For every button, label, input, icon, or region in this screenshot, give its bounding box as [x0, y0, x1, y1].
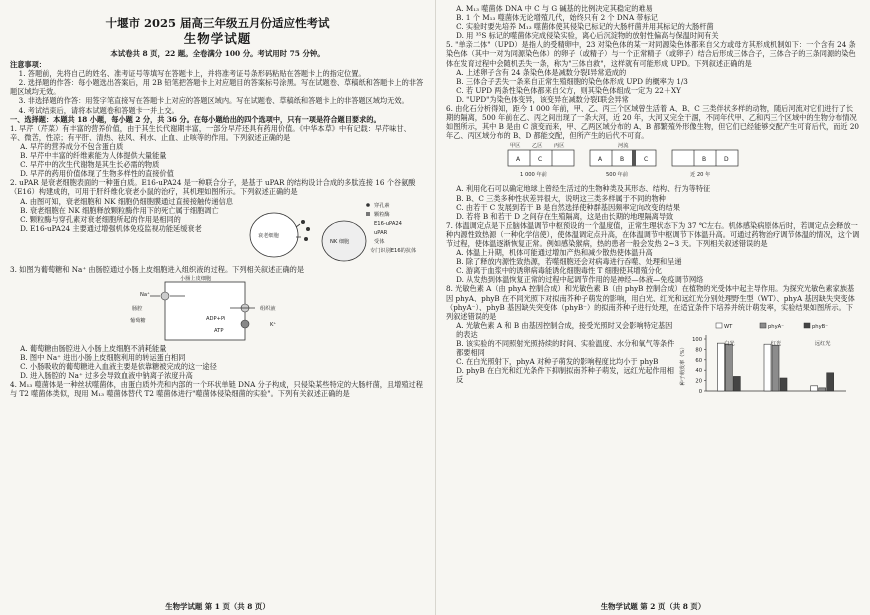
option-b: B. 衰老细胞在 NK 细胞释放颗粒酶作用下的死亡属于细胞凋亡: [20, 205, 219, 215]
exam-title: 十堰市 2025 届高三年级五月份适应性考试: [105, 16, 330, 30]
period-1000: 1 000 年前: [520, 172, 547, 179]
species-box: A: [598, 156, 603, 164]
option-c: C. 早芹中的次生代谢物是其生长必需的物质: [20, 160, 160, 170]
y-axis-label: 种子萌发率（%）: [680, 344, 686, 386]
question-6: [446, 104, 860, 221]
option-a: A. 体温上升期，机体可能通过增加产热和减少散热使体温升高: [456, 248, 653, 258]
option-d: D. 进入肠腔的 Na⁺ 过多会导致血液中钠离子浓度升高: [20, 370, 193, 380]
question-stem: 3. 如图为葡萄糖和 Na⁺ 由肠腔通过小肠上皮细胞进入组织液的过程。下列相关叙述正确的是: [10, 264, 305, 274]
bar: [780, 378, 787, 391]
page-footer: 生物学试题 第 2 页（共 8 页）: [600, 601, 706, 611]
k-label: K⁺: [270, 321, 277, 328]
exam-meta: 本试卷共 8 页，22 题。全卷满分 100 分。考试用时 75 分钟。: [110, 49, 325, 58]
germination-bar-chart: [676, 321, 856, 403]
legend-swatch: [716, 323, 722, 328]
option-d: D. 若将 B 和若干 D 之间存在生殖隔离，这是由长期的地理隔离导致: [456, 211, 674, 221]
option-b: B. 三体合子丢失一条来自正常生殖细胞的染色体形成 UPD 的概率为 1/3: [456, 76, 688, 86]
glucose-label: 葡萄糖: [130, 317, 146, 324]
legend-receptor: 受体: [374, 238, 385, 245]
legend-antibody: 专门识别E16的抗体: [370, 247, 417, 254]
river-label: 河流: [618, 143, 629, 150]
species-box: B: [702, 156, 707, 164]
note-4: 4. 考试结束后，请将本试题卷和答题卡一并上交。: [18, 105, 179, 115]
species-distribution-diagram: [506, 140, 746, 184]
question-stem: 8. 光敏色素 A（由 phyA 控制合成）和光敏色素 B（由 phyB 控制合成）在植物的光受体中起主导作用。为探究光敏色素家族基因 phyA、phyB 在不同光照下对拟南芥种子萌发的影响，用白光、红光和远红光分别处理野生型（WT）、phyA 基因缺失突变体（phyA⁻）、phyB 基因缺失突变体（phyB⁻）的拟南芥种子进行处理，在适宜条件下培养并统计萌发率，实验结果如图所示。下列叙述错误的是: [446, 284, 855, 321]
option-d: D. 用 ³⁵S 标记的噬菌体完成侵染实验，离心后沉淀物的放射性偏高与保温时间有关: [456, 31, 719, 41]
legend-label: phyB⁻: [812, 323, 828, 330]
question-stem: 1. 早芹（芹菜）有丰富的营养价值，由于其生长代谢期丰富，一部分早芹还具有药用价值。《中华本草》中有记载：早芹味甘、辛、微苦，性凉；有平肝、清热、祛风、利水、止血、止咳等的作用。下列叙述正确的是: [10, 123, 411, 142]
bar: [772, 345, 779, 391]
legend-swatch: [760, 323, 766, 328]
species-box: C: [538, 156, 543, 164]
exam-page-2: [435, 0, 870, 615]
atp-label: ATP: [214, 327, 224, 334]
question-1: [10, 124, 425, 179]
category-label: 红光: [770, 340, 782, 347]
question-stem: 2. uPAR 是衰老细胞表面的一种蛋白质。E16-uPA24 是一种联合分子，是基于 uPAR 的结构设计合成的多肽连接 16 个谷氨酸（E16）构建成的，可用于肝纤维化衰老小鼠的治疗，其机理如图所示。下列叙述正确的是: [10, 178, 416, 197]
legend-granzyme: 颗粒酶: [374, 211, 390, 218]
bar: [725, 344, 732, 391]
region-bing: 丙区: [554, 143, 565, 150]
option-c: C. 在白光照射下，phyA 对种子萌发的影响程度比均小于 phyB: [456, 357, 659, 367]
option-d: D. "UPD"为染色体变异，该变异在减数分裂Ⅰ联会异常: [456, 94, 629, 104]
question-8: [446, 284, 860, 402]
bar: [764, 344, 771, 391]
y-tick-label: 80: [695, 347, 702, 354]
species-box: A: [516, 156, 521, 164]
legend-swatch: [804, 323, 810, 328]
legend-label: WT: [724, 323, 733, 330]
question-5: [446, 40, 860, 104]
subject-title: 生物学试题: [183, 31, 252, 46]
option-a: A. M₁₃ 噬菌体 DNA 中 C 与 G 碱基的比例决定其稳定的难易: [456, 4, 653, 13]
epithelial-cell-label: 小肠上皮细胞: [180, 275, 212, 282]
y-tick-label: 40: [695, 368, 702, 375]
adp-label: ADP+Pi: [206, 315, 226, 322]
section-heading: 一、选择题：本题共 18 小题，每小题 2 分，共 36 分。在每小题给出的四个选项中，只有一项是符合题目要求的。: [10, 114, 381, 124]
option-d: D. 从发热到体温恢复正常的过程中起调节作用的是神经—体液—免疫调节网络: [456, 275, 704, 285]
option-c: C. 游离于血浆中的诱卵病毒能诱化细胞毒性 T 细胞使其增殖分化: [456, 266, 663, 276]
question-stem: 5. "单亲二体"（UPD）是指人的受精卵中，23 对染色体的某一对同源染色体都来自父方或母方其形成机制如下：一个含有 24 条染色体（其中一对为同源染色体）的卵子（或精子）与一个正常精子（或卵子）结合后形成三体合子，三体合子的三条同源的染色体在发育过程中会随机丢失一条，称为"三体自救"，这样就有可能形成 UPD。下列叙述正确的是: [446, 40, 856, 68]
option-d: D. E16-uPA24 主要通过增强机体免疫监视功能延缓衰老: [20, 223, 202, 233]
y-tick-label: 20: [695, 378, 702, 385]
question-7: [446, 221, 860, 285]
option-c: C. 颗粒酶与穿孔素对衰老细胞所起的作用是相同的: [20, 214, 181, 224]
option-d: D. 早芹的药用价值体现了生物多样性的直接价值: [20, 169, 174, 179]
intestine-transport-diagram: [110, 274, 310, 344]
note-1: 1. 答题前，先将自己的姓名、准考证号等填写在答题卡上，并将准考证号条形码粘贴在答题卡上的指定位置。: [18, 69, 366, 79]
page-footer: 生物学试题 第 1 页（共 8 页）: [165, 601, 270, 611]
option-d: D. phyB 在白光和红光条件下抑制拟南芥种子萌发，远红光起作用相反: [456, 366, 674, 385]
lumen-label: 肠腔: [132, 305, 143, 312]
option-a: A. 光敏色素 A 和 B 由基因控制合成，接受光照时又会影响特定基因的表达: [456, 320, 673, 339]
species-box: C: [644, 156, 649, 164]
note-2: 2. 选择题的作答：每小题选出答案后，用 2B 铅笔把答题卡上对应题目的答案标号涂黑。写在试题卷、草稿纸和答题卡上的非答题区域均无效。: [10, 78, 424, 97]
legend-label: phyA⁻: [768, 323, 784, 330]
bar: [717, 343, 724, 391]
option-b: B. 早芹中丰富的纤维素能为人体提供大量能量: [20, 151, 167, 161]
y-tick-label: 100: [692, 336, 702, 343]
y-tick-label: 60: [695, 357, 702, 364]
question-stem: 7. 体温调定点是下丘脑体温调节中枢预设的一个温度值，正常生理状态下为 37 ℃左右。机体感染病原体后时，若调定点会释放一种内源性致热源（一种化学信使），使体温调定点升高，在体温调节中枢调节下体温升高。可通过药物治疗调节体温的情况，这个调节过程，使体温逐渐恢复正常。例如感染猴病，热的患者一般会发热 2~3 天。下列相关叙述错误的是: [446, 220, 860, 248]
senescent-cell-label: 衰老细胞: [258, 232, 279, 239]
question-4-stem: 4. M₁₃ 噬菌体是一种丝状噬菌体，由蛋白质外壳和内部的一个环状单链 DNA 分子构成，只侵染某些特定的大肠杆菌，且增殖过程与 T2 噬菌体类似，现用 M₁₃ 噬菌体替代 T2 噬菌体进行"噬菌体侵染细菌的实验"。下列有关叙述正确的是: [10, 379, 423, 399]
region-yi: 乙区: [532, 143, 543, 150]
option-a: A. 上述卵子含有 24 条染色体是减数分裂Ⅰ异常造成的: [456, 67, 627, 77]
na-label: Na⁺: [140, 291, 150, 298]
bar: [827, 373, 834, 391]
option-b: B. B、C 三类多种性状差异很大，说明这三类多样属于不同的物种: [456, 193, 666, 203]
question-stem: 6. 由化石分析得知，距今 1 000 年前，甲、乙、丙三个区域曾生活着 A、B、C 三类伴状多样的动物，随后河流对它们进行了长期的隔离，500 年前在乙、丙之间出现了一条大河，近 20 年，大河又完全干涸，不同年代甲、乙和丙三个区域中的生物分布情况如图所示，其中 B 是由 C 演变而来，甲、乙两区域分布的 A、B 都繁殖外形像生物，但它们已经能够交配产生可育后代，而近 20 年乙、丙区域分布的 B、D 都能交配，但所产生的后代不可育。: [446, 104, 859, 141]
option-b: B. 该实验的不同照射光照持续的时间、实验温度、水分和氧气等条件都要相同: [456, 339, 675, 358]
category-label: 远红光: [814, 340, 831, 347]
question-2: [10, 178, 425, 264]
nk-cell-label: NK 细胞: [330, 238, 350, 245]
notes-heading: 注意事项：: [10, 60, 46, 70]
option-c: C. 若 UPD 两条性染色体都来自父方，则其染色体组成一定为 22＋XY: [456, 85, 681, 95]
option-a: A. 葡萄糖由肠腔进入小肠上皮细胞不消耗能量: [20, 343, 167, 353]
option-a: A. 利用化石可以确定地球上曾经生活过的生物种类及其形态、结构、行为等特征: [456, 184, 711, 194]
period-500: 500 年前: [606, 172, 628, 179]
option-a: A. 由图可知，衰老细胞和 NK 细胞仍细胞膜通过直接接触传递信息: [20, 196, 233, 206]
bar: [733, 376, 740, 391]
legend-upar: uPAR: [374, 229, 388, 236]
bar: [811, 386, 818, 391]
nk-cell-diagram: [248, 197, 424, 265]
note-3: 3. 非选择题的作答：用签字笔直接写在答题卡上对应的答题区域内。写在试题卷、草稿纸和答题卡上的非答题区域均无效。: [18, 96, 409, 106]
category-label: 白光: [724, 340, 735, 347]
period-20: 近 20 年: [690, 172, 711, 179]
option-c: C. 实验时要先培养 M₁₃ 噬菌体使其侵染已标记的大肠杆菌并用其标记的大肠杆菌: [456, 22, 714, 32]
tissue-fluid-label: 组织液: [260, 305, 276, 312]
region-jia: 甲区: [510, 143, 521, 150]
option-a: A. 早芹的营养成分不包含蛋白质: [20, 141, 124, 151]
option-b: B. 图中 Na⁺ 进出小肠上皮细胞利用的转运蛋白相同: [20, 352, 186, 362]
bar: [819, 388, 826, 391]
y-tick-label: 0: [698, 388, 702, 395]
option-c: C. 由若干 C 发展到若干 B 是自然选择使种群基因频率定向改变的结果: [456, 202, 680, 212]
option-b: B. 1 个 M₁₃ 噬菌体无论增殖几代，始终只有 2 个 DNA 带标记: [456, 13, 658, 23]
legend-e16: E16-uPA24: [374, 220, 402, 227]
species-box: B: [620, 156, 625, 164]
option-c: C. 小肠吸收的葡萄糖进入血液主要是依靠糖被完成的这一途径: [20, 361, 217, 371]
legend-perforin: 穿孔素: [374, 202, 390, 209]
option-b: B. 除了释放内源性致热源，若噬细胞还会对病毒进行吞噬、处理和呈递: [456, 257, 682, 267]
question-3: [10, 265, 425, 380]
species-box: D: [724, 156, 729, 164]
